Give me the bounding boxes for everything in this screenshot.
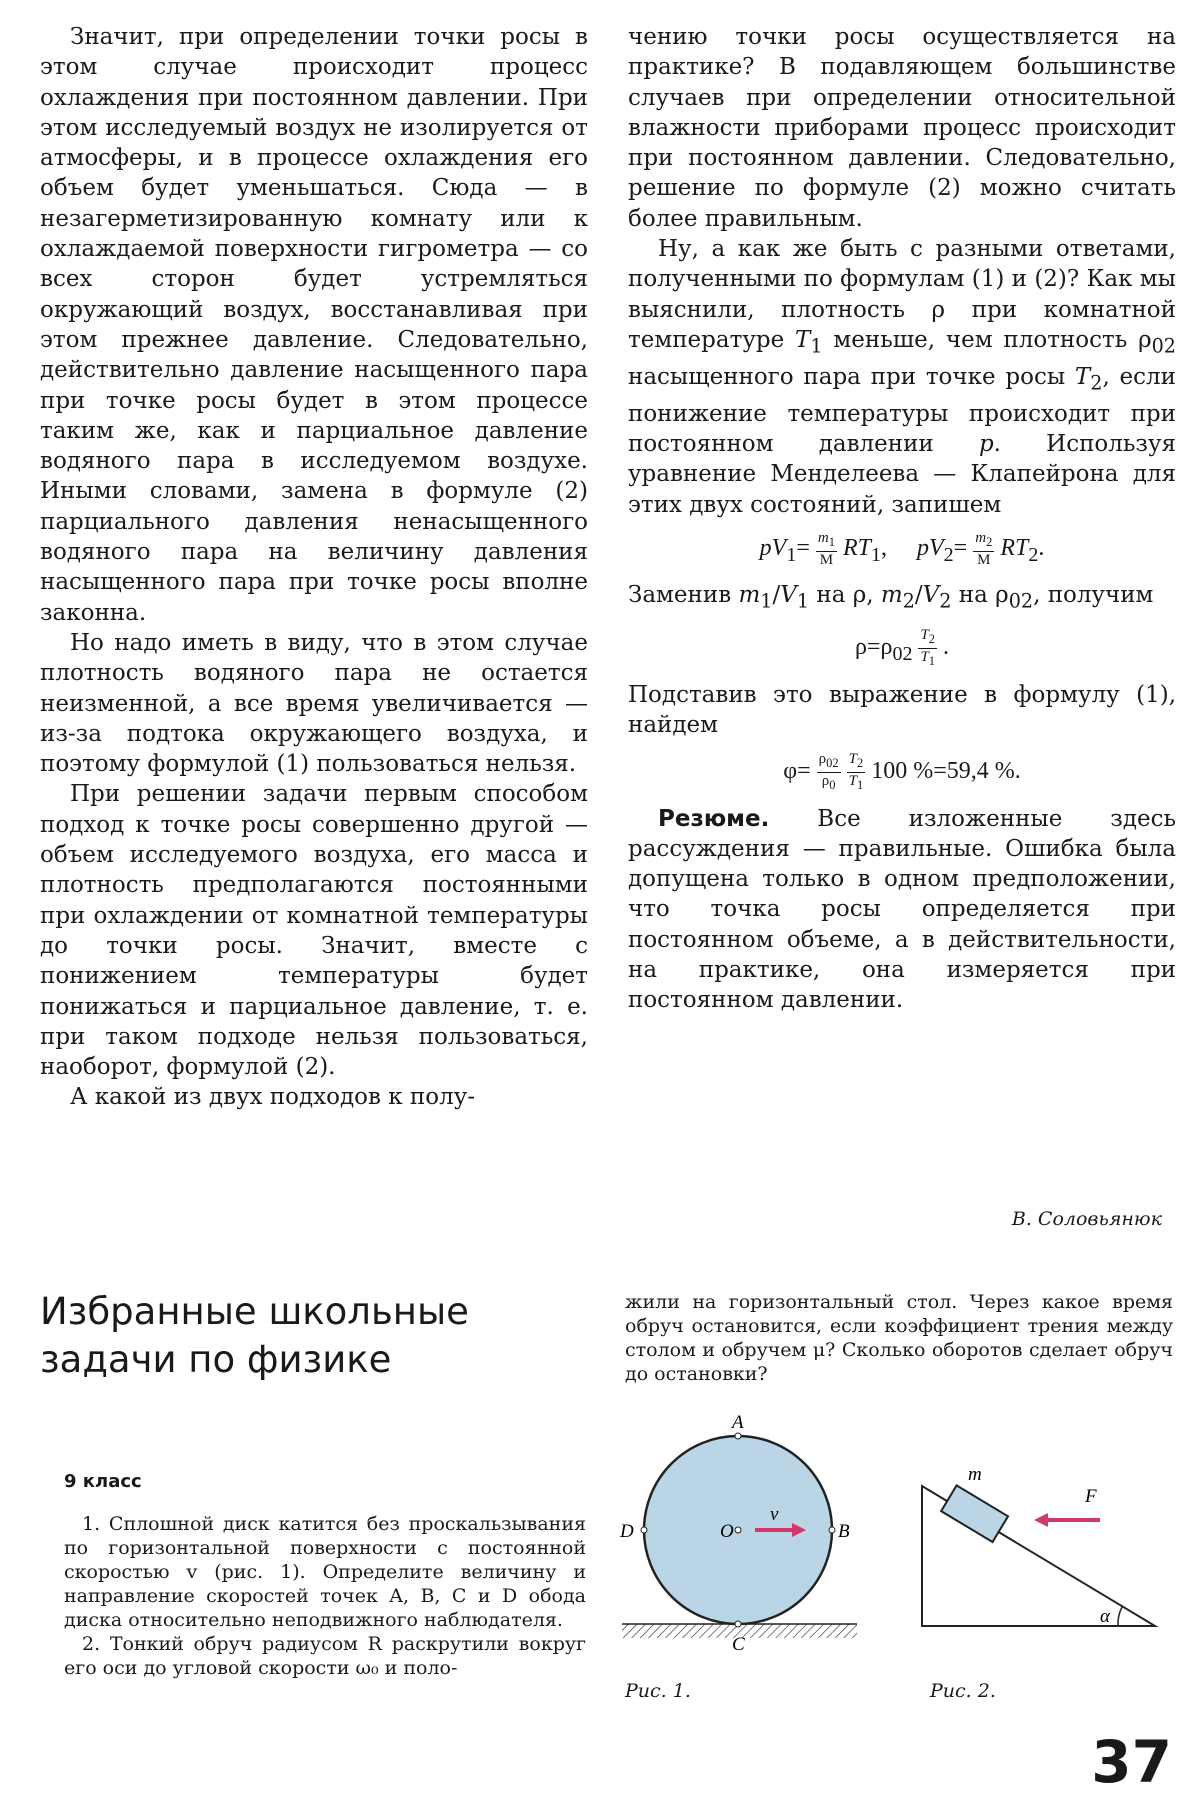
equation-density: $\rho=\rho_{02}$ $\frac{T_2}{T_1}$ .	[854, 626, 950, 668]
left-column	[40, 22, 588, 1113]
page-number: 37	[1091, 1728, 1172, 1796]
task-2-continued: жили на горизонтальный стол. Через какое время обруч остановится, если коэффициент трения между столом и обручем μ? Сколько оборотов сделает обруч до остановки?	[625, 1291, 1173, 1385]
tasks-right	[625, 1290, 1173, 1386]
paragraph: Заменив $m_1/V_1$ на ρ, $m_2/V_2$ на $\rho_{02}$, получим	[628, 582, 1154, 613]
figure-1-caption: Рис. 1.	[625, 1680, 691, 1702]
figure-2-caption: Рис. 2.	[930, 1680, 996, 1702]
figure-2-incline	[910, 1464, 1170, 1670]
resume-paragraph: Резюме. Все изложенные здесь рассуждения — правильные. Ошибка была допущена только в одном предположении, что точка росы определяется при постоянном объеме, а в действительности, на практике, она измеряется при постоянном давлении.	[628, 805, 1177, 1014]
point-d	[641, 1527, 647, 1533]
label-m: m	[968, 1464, 982, 1485]
figure-1-disk	[620, 1412, 860, 1670]
section-title: Избранные школьные задачи по физике	[40, 1290, 469, 1381]
block	[941, 1485, 1008, 1542]
equation-mendeleev-clapeyron: $pV_1=$ $\frac{m_1}{M}$ $RT_1$, $pV_2=$ $\frac{m_2}{M}$ $RT_2$.	[759, 529, 1045, 568]
equation-humidity: φ= $\frac{\rho_{02}}{\rho_0}$ $\frac{T_2}{T_1}$ 100 %=59,4 %.	[783, 750, 1021, 792]
paragraph: Подставив это выражение в формулу (1), найдем	[628, 681, 1176, 739]
label-d: D	[620, 1521, 634, 1542]
center-o	[735, 1527, 741, 1533]
point-a	[735, 1433, 741, 1439]
paragraph: Но надо иметь в виду, что в этом случае плотность водяного пара не остается неизменной, а все время увеличивается — из-за подтока окружающего воздуха, и поэтому формулой (1) пользоваться нельзя.	[40, 629, 588, 778]
paragraph: Значит, при определении точки росы в этом случае происходит процесс охлаждения при постоянном давлении. При этом исследуемый воздух не изолируется от атмосферы, и в процессе охлаждения его объем будет уменьшаться. Сюда — в незагерметизированную комнату или к охлаждаемой поверхности гигрометра — со всех сторон будет устремляться окружающий воздух, восстанавливая при этом прежнее давление. Следовательно, действительно давление насыщенного пара при точке росы будет в этом процессе таким же, как и парциальное давление водяного пара в исследуемом воздухе. Иными словами, замена в формуле (2) парциального давления ненасыщенного водяного пара на величину давления насыщенного пара при точке росы вполне законна.	[40, 24, 588, 626]
point-b	[829, 1527, 835, 1533]
angle-arc	[1118, 1607, 1122, 1626]
label-a: A	[732, 1412, 744, 1433]
paragraph: Ну, а как же быть с разными ответами, полученными по формулам (1) и (2)? Как мы выяснили, плотность ρ при комнатной температуре $T_1$ меньше, чем плотность $\rho_{02}$ насыщенного пара при точке росы $T_2$, если понижение температуры происходит при постоянном давлении p. Используя уравнение Менделеева — Клапейрона для этих двух состояний, запишем	[628, 236, 1176, 518]
paragraph: При решении задачи первым способом подход к точке росы совершенно другой — объем исследуемого воздуха, его масса и плотность предполагаются постоянными при охлаждении от комнатной температуры до точки росы. Значит, вместе с понижением температуры будет понижаться и парциальное давление, т. е. при таком подходе нельзя пользоваться, наоборот, формулой (2).	[40, 781, 588, 1081]
force-arrowhead	[1034, 1513, 1048, 1527]
label-b: B	[838, 1521, 850, 1542]
paragraph: А какой из двух подходов к полу-	[70, 1084, 475, 1111]
label-o: O	[720, 1521, 734, 1542]
label-v: v	[770, 1504, 779, 1525]
label-alpha: α	[1100, 1606, 1110, 1627]
paragraph: чению точки росы осуществляется на практике? В подавляющем большинстве случаев при определении относительной влажности приборами процесс происходит при постоянном давлении. Следовательно, решение по формуле (2) можно считать более правильным.	[628, 24, 1176, 232]
tasks-left	[64, 1470, 586, 1680]
label-c: C	[732, 1634, 745, 1655]
author-signature: В. Соловьянюк	[1011, 1208, 1162, 1230]
label-f: F	[1085, 1486, 1097, 1507]
task-1: 1. Сплошной диск катится без проскальзывания по горизонтальной поверхности с постоянной скоростью v (рис. 1). Определите величину и направление скоростей точек A, B, C и D обода диска относительно неподвижного наблюдателя.	[64, 1513, 586, 1631]
right-column	[628, 22, 1176, 1016]
grade-label: 9 класс	[64, 1471, 142, 1492]
task-2: 2. Тонкий обруч радиусом R раскрутили вокруг его оси до угловой скорости ω₀ и поло-	[64, 1633, 586, 1679]
point-c	[735, 1621, 741, 1627]
